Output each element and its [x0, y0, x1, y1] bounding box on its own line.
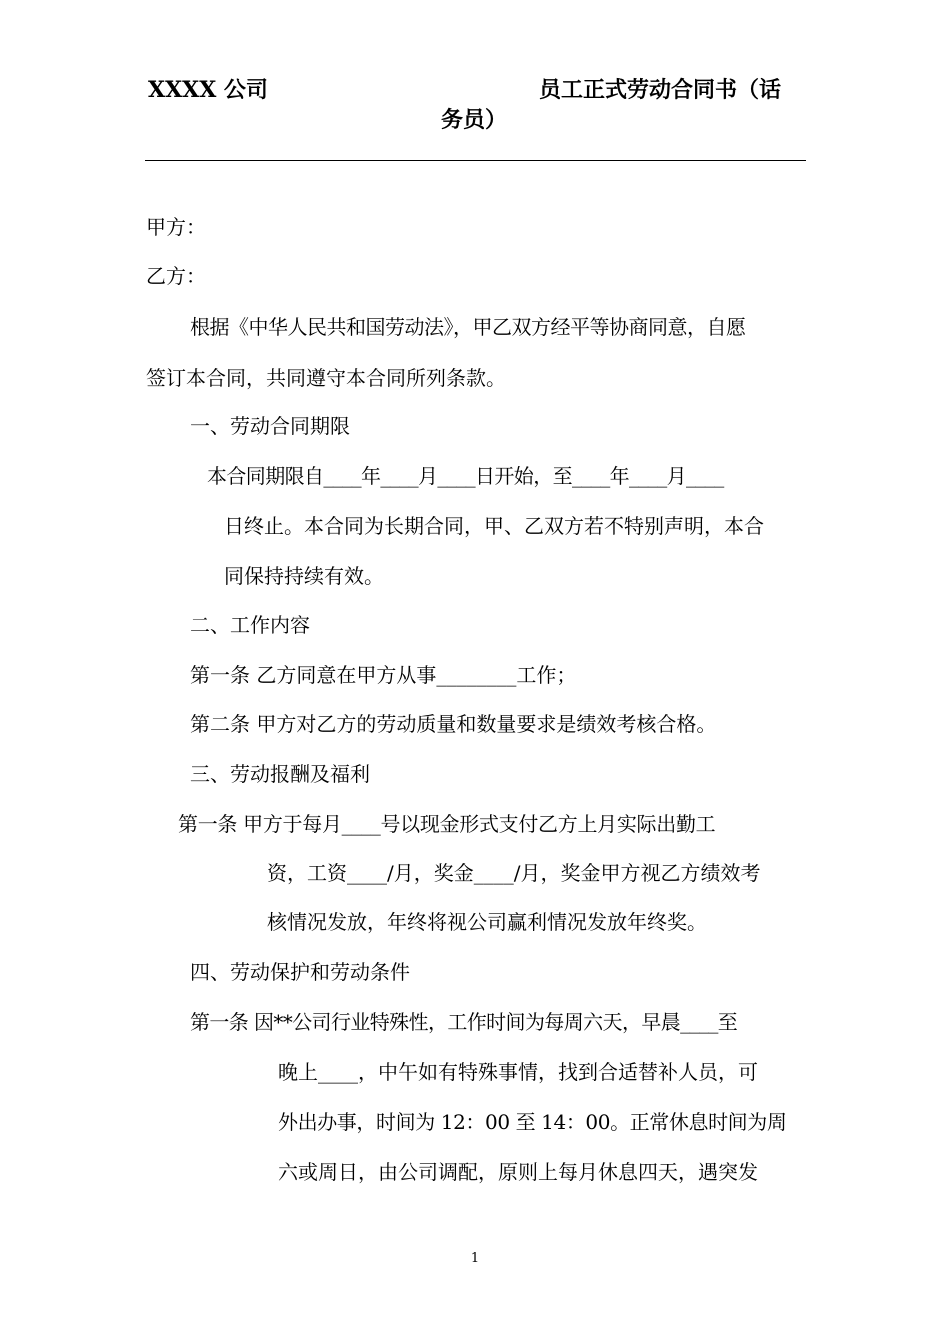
section-4-line1: 第一条 因**公司行业特殊性，工作时间为每周六天，早晨____至	[190, 1010, 738, 1034]
section-1-title: 一、劳动合同期限	[190, 414, 350, 438]
section-1-line1: 本合同期限自____年____月____日开始，至____年____月____	[207, 464, 724, 488]
section-3-line3: 核情况发放，年终将视公司赢利情况发放年终奖。	[267, 910, 707, 934]
contract-title-line1: 员工正式劳动合同书（话	[539, 77, 782, 103]
section-4-title: 四、劳动保护和劳动条件	[190, 960, 410, 984]
section-2-title: 二、工作内容	[190, 613, 310, 637]
section-4-line2: 晚上____，中午如有特殊事情，找到合适替补人员，可	[278, 1060, 758, 1084]
intro-paragraph-line1: 根据《中华人民共和国劳动法》，甲乙双方经平等协商同意，自愿	[190, 315, 746, 339]
company-name: XXXX 公司	[148, 77, 268, 103]
party-b-label: 乙方：	[146, 264, 206, 288]
party-a-label: 甲方：	[146, 215, 206, 239]
section-3-line2: 资，工资____/月，奖金____/月，奖金甲方视乙方绩效考	[267, 861, 761, 885]
section-4-line3: 外出办事，时间为 12：00 至 14：00。正常休息时间为周	[278, 1110, 787, 1134]
section-2-article1: 第一条 乙方同意在甲方从事________工作；	[190, 663, 577, 687]
section-3-line1: 第一条 甲方于每月____号以现金形式支付乙方上月实际出勤工	[178, 812, 716, 836]
section-2-article2: 第二条 甲方对乙方的劳动质量和数量要求是绩效考核合格。	[190, 712, 717, 736]
intro-paragraph-line2: 签订本合同，共同遵守本合同所列条款。	[146, 366, 506, 390]
page-number: 1	[470, 1251, 480, 1266]
section-4-line4: 六或周日，由公司调配，原则上每月休息四天，遇突发	[278, 1160, 758, 1184]
header-rule	[145, 160, 806, 161]
section-1-line2: 日终止。本合同为长期合同，甲、乙双方若不特别声明，本合	[224, 514, 764, 538]
section-1-line3: 同保持持续有效。	[224, 564, 384, 588]
contract-title-line2: 务员）	[441, 107, 508, 133]
section-3-title: 三、劳动报酬及福利	[190, 762, 370, 786]
